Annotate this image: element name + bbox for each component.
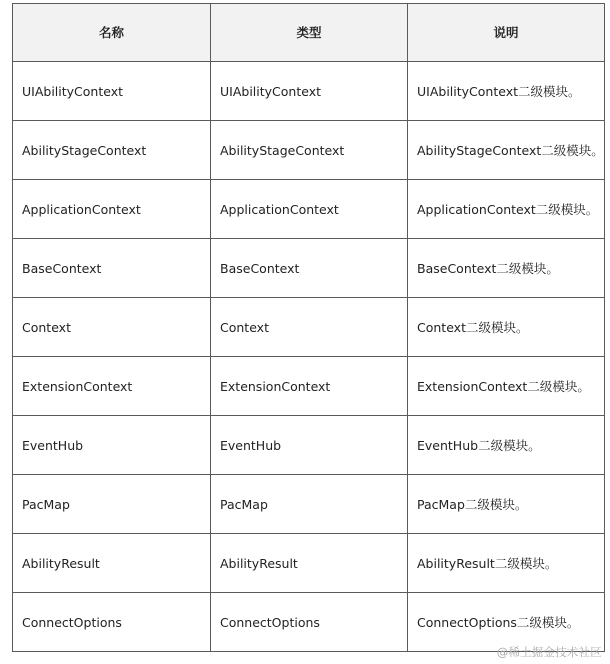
table-row <box>13 534 605 593</box>
cell-name: EventHub <box>13 416 211 475</box>
cell-type: ApplicationContext <box>211 180 408 239</box>
cell-description: AbilityResult二级模块。 <box>408 534 605 593</box>
cell-name: UIAbilityContext <box>13 62 211 121</box>
table-header-row <box>13 4 605 62</box>
cell-type: Context <box>211 298 408 357</box>
context-module-table-container <box>12 3 604 652</box>
table-row <box>13 593 605 652</box>
cell-type: ExtensionContext <box>211 357 408 416</box>
cell-description: UIAbilityContext二级模块。 <box>408 62 605 121</box>
cell-name: PacMap <box>13 475 211 534</box>
header-description: 说明 <box>408 4 605 62</box>
cell-description: AbilityStageContext二级模块。 <box>408 121 605 180</box>
cell-description: ApplicationContext二级模块。 <box>408 180 605 239</box>
table-row <box>13 298 605 357</box>
cell-description: PacMap二级模块。 <box>408 475 605 534</box>
cell-name: Context <box>13 298 211 357</box>
header-type: 类型 <box>211 4 408 62</box>
cell-name: ExtensionContext <box>13 357 211 416</box>
cell-type: PacMap <box>211 475 408 534</box>
cell-description: EventHub二级模块。 <box>408 416 605 475</box>
context-module-table <box>12 3 605 652</box>
table-row <box>13 239 605 298</box>
cell-description: ExtensionContext二级模块。 <box>408 357 605 416</box>
cell-description: Context二级模块。 <box>408 298 605 357</box>
cell-type: UIAbilityContext <box>211 62 408 121</box>
cell-name: BaseContext <box>13 239 211 298</box>
table-row <box>13 475 605 534</box>
watermark-text: @稀土掘金技术社区 <box>496 645 602 659</box>
cell-type: EventHub <box>211 416 408 475</box>
header-name: 名称 <box>13 4 211 62</box>
cell-name: AbilityStageContext <box>13 121 211 180</box>
table-row <box>13 357 605 416</box>
cell-name: AbilityResult <box>13 534 211 593</box>
table-row <box>13 121 605 180</box>
cell-type: ConnectOptions <box>211 593 408 652</box>
table-row <box>13 62 605 121</box>
table-row <box>13 180 605 239</box>
table-row <box>13 416 605 475</box>
cell-type: AbilityResult <box>211 534 408 593</box>
cell-name: ConnectOptions <box>13 593 211 652</box>
cell-description: ConnectOptions二级模块。 <box>408 593 605 652</box>
cell-name: ApplicationContext <box>13 180 211 239</box>
cell-type: BaseContext <box>211 239 408 298</box>
cell-description: BaseContext二级模块。 <box>408 239 605 298</box>
cell-type: AbilityStageContext <box>211 121 408 180</box>
